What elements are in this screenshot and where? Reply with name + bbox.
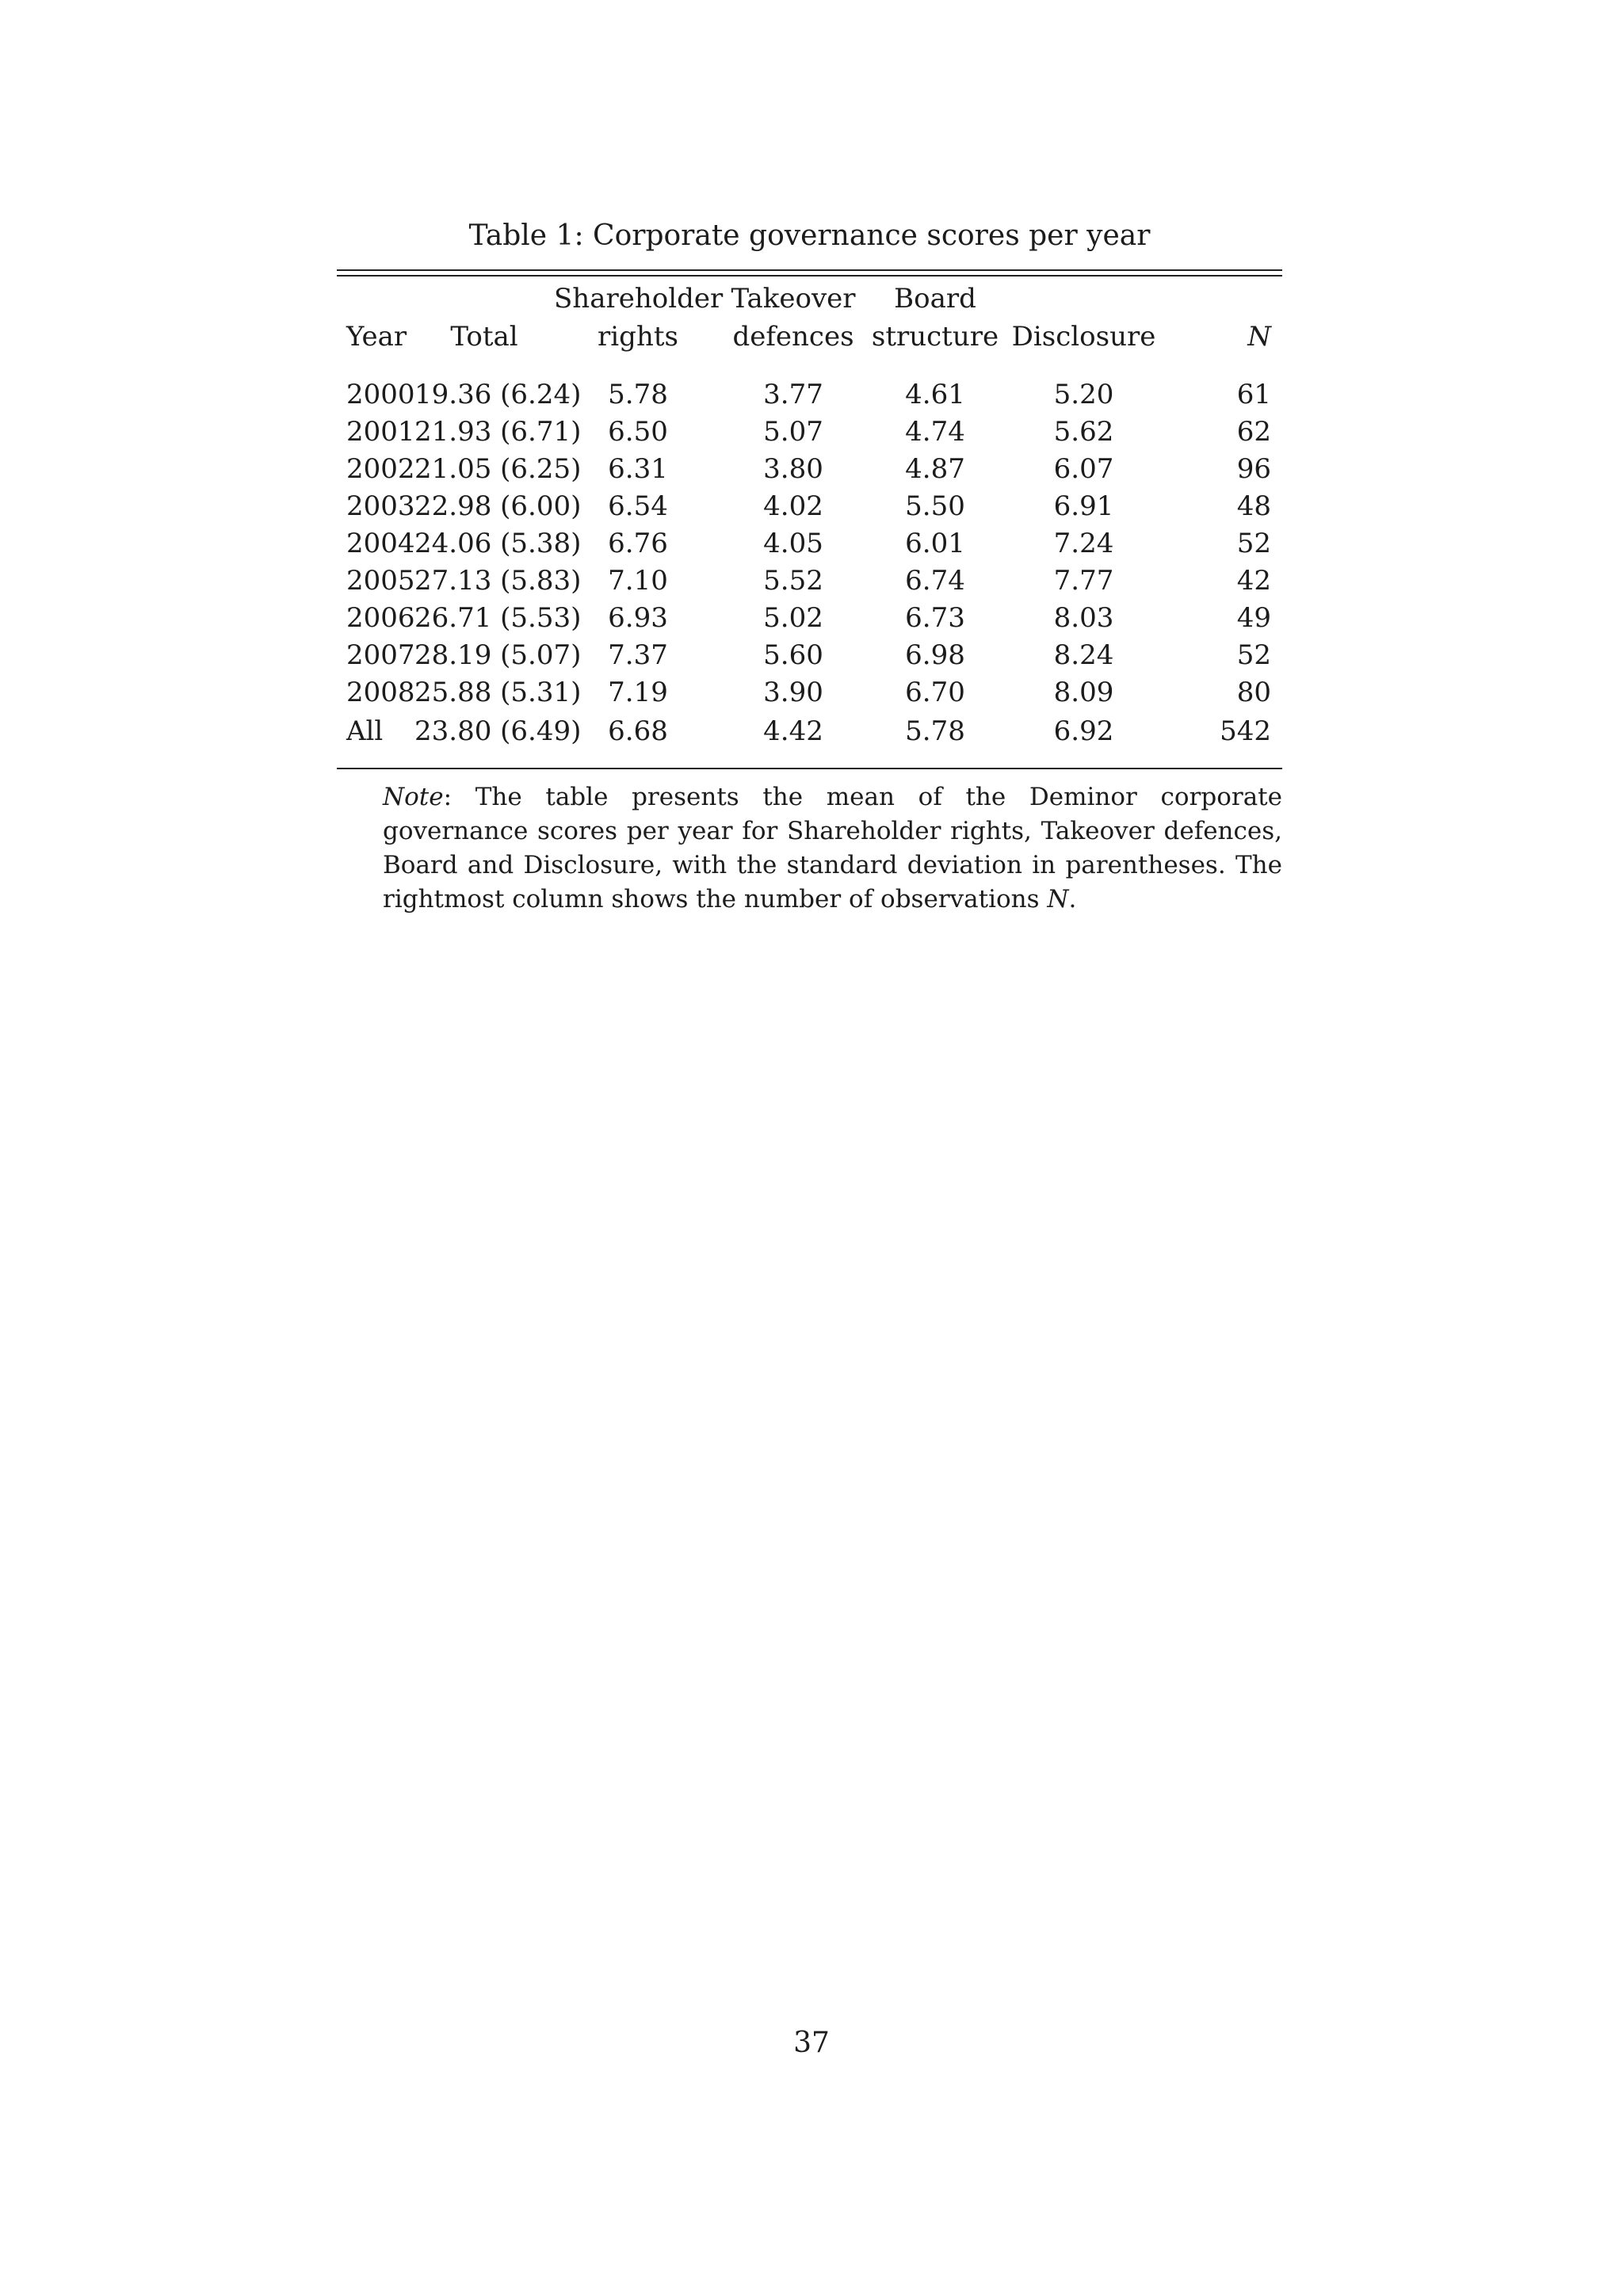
cell-total: 24.06 (5.38) — [414, 528, 582, 559]
cell-disclosure: 6.07 — [1053, 453, 1114, 485]
cell-takeover-defences: 4.02 — [763, 490, 823, 522]
cell-shareholder-rights: 7.19 — [608, 677, 668, 708]
table-row — [337, 414, 1282, 451]
header-spacer — [414, 277, 554, 318]
cell-year: 2003 — [346, 490, 415, 522]
table-body — [337, 359, 1282, 768]
header-spacer — [1162, 277, 1282, 318]
cell-shareholder-rights: 7.37 — [608, 639, 668, 671]
cell-total: 22.98 (6.00) — [414, 490, 582, 522]
cell-board-structure: 4.87 — [905, 453, 965, 485]
cell-shareholder-rights: 6.93 — [608, 602, 668, 634]
header-board-line1: Board — [894, 283, 976, 315]
cell-board-structure: 4.74 — [905, 416, 965, 448]
cell-year: All — [346, 715, 384, 747]
header-spacer — [337, 277, 414, 318]
cell-disclosure: 7.77 — [1053, 565, 1114, 597]
cell-n: 48 — [1236, 490, 1271, 522]
cell-year: 2001 — [346, 416, 415, 448]
cell-disclosure: 5.20 — [1053, 379, 1114, 410]
cell-board-structure: 6.98 — [905, 639, 965, 671]
header-takeover-line2: defences — [732, 321, 854, 353]
note-text: : The table presents the mean of the Deminor corporate governance scores per year for Shareholder rights, Takeover defences, Board and Disclosure, with the standard deviation in parentheses. The rightmost column shows the number of observations — [383, 783, 1282, 913]
cell-n: 42 — [1236, 565, 1271, 597]
cell-takeover-defences: 3.80 — [763, 453, 823, 485]
table-row — [337, 600, 1282, 637]
cell-disclosure: 8.09 — [1053, 677, 1114, 708]
cell-year: 2002 — [346, 453, 415, 485]
header-shareholder-line1: Shareholder — [554, 283, 724, 315]
header-disclosure: Disclosure — [1011, 321, 1156, 353]
cell-shareholder-rights: 6.54 — [608, 490, 668, 522]
cell-board-structure: 5.78 — [905, 715, 965, 747]
cell-board-structure: 6.73 — [905, 602, 965, 634]
cell-takeover-defences: 4.05 — [763, 528, 823, 559]
table-row — [337, 674, 1282, 711]
cell-total: 28.19 (5.07) — [414, 639, 582, 671]
cell-n: 52 — [1236, 528, 1271, 559]
cell-n: 542 — [1220, 715, 1271, 747]
table-note — [383, 780, 1282, 917]
cell-disclosure: 8.24 — [1053, 639, 1114, 671]
cell-total: 25.88 (5.31) — [414, 677, 582, 708]
header-n: N — [1247, 321, 1271, 353]
table-block — [337, 214, 1282, 917]
cell-takeover-defences: 5.52 — [763, 565, 823, 597]
table-header — [337, 277, 1282, 359]
header-spacer — [1006, 277, 1162, 318]
cell-n: 61 — [1236, 379, 1271, 410]
cell-disclosure: 6.92 — [1053, 715, 1114, 747]
top-rule — [337, 269, 1282, 277]
header-year: Year — [346, 321, 407, 353]
cell-board-structure: 4.61 — [905, 379, 965, 410]
cell-n: 96 — [1236, 453, 1271, 485]
cell-year: 2007 — [346, 639, 415, 671]
table-row — [337, 525, 1282, 563]
cell-year: 2008 — [346, 677, 415, 708]
cell-disclosure: 7.24 — [1053, 528, 1114, 559]
cell-total: 26.71 (5.53) — [414, 602, 582, 634]
cell-n: 62 — [1236, 416, 1271, 448]
table-caption: Table 1: Corporate governance scores per year — [468, 219, 1151, 252]
page-number: 37 — [793, 2027, 830, 2059]
cell-takeover-defences: 4.42 — [763, 715, 823, 747]
note-end: . — [1068, 885, 1077, 913]
header-takeover-line1: Takeover — [731, 283, 856, 315]
table-row — [337, 488, 1282, 525]
cell-shareholder-rights: 7.10 — [608, 565, 668, 597]
cell-disclosure: 6.91 — [1053, 490, 1114, 522]
note-variable: N — [1047, 885, 1069, 913]
header-total: Total — [450, 321, 518, 353]
cell-total: 19.36 (6.24) — [414, 379, 582, 410]
header-shareholder-line2: rights — [598, 321, 678, 353]
cell-n: 80 — [1236, 677, 1271, 708]
cell-board-structure: 6.74 — [905, 565, 965, 597]
cell-takeover-defences: 5.60 — [763, 639, 823, 671]
cell-shareholder-rights: 5.78 — [608, 379, 668, 410]
cell-shareholder-rights: 6.50 — [608, 416, 668, 448]
cell-board-structure: 6.01 — [905, 528, 965, 559]
table-row — [337, 711, 1282, 768]
cell-shareholder-rights: 6.76 — [608, 528, 668, 559]
cell-disclosure: 8.03 — [1053, 602, 1114, 634]
cell-n: 52 — [1236, 639, 1271, 671]
cell-takeover-defences: 5.02 — [763, 602, 823, 634]
cell-shareholder-rights: 6.31 — [608, 453, 668, 485]
cell-takeover-defences: 5.07 — [763, 416, 823, 448]
table-row — [337, 563, 1282, 600]
bottom-rule — [337, 768, 1282, 769]
table-row — [337, 359, 1282, 414]
cell-year: 2006 — [346, 602, 415, 634]
cell-disclosure: 5.62 — [1053, 416, 1114, 448]
cell-board-structure: 5.50 — [905, 490, 965, 522]
cell-total: 21.05 (6.25) — [414, 453, 582, 485]
cell-board-structure: 6.70 — [905, 677, 965, 708]
cell-total: 27.13 (5.83) — [414, 565, 582, 597]
cell-year: 2005 — [346, 565, 415, 597]
table-row — [337, 637, 1282, 674]
cell-shareholder-rights: 6.68 — [608, 715, 668, 747]
cell-takeover-defences: 3.90 — [763, 677, 823, 708]
note-label: Note — [383, 783, 444, 811]
cell-total: 21.93 (6.71) — [414, 416, 582, 448]
cell-year: 2000 — [346, 379, 415, 410]
header-board-line2: structure — [871, 321, 999, 353]
cell-takeover-defences: 3.77 — [763, 379, 823, 410]
cell-total: 23.80 (6.49) — [414, 715, 582, 747]
cell-year: 2004 — [346, 528, 415, 559]
cell-n: 49 — [1236, 602, 1271, 634]
governance-scores-table — [337, 277, 1282, 768]
table-row — [337, 451, 1282, 488]
